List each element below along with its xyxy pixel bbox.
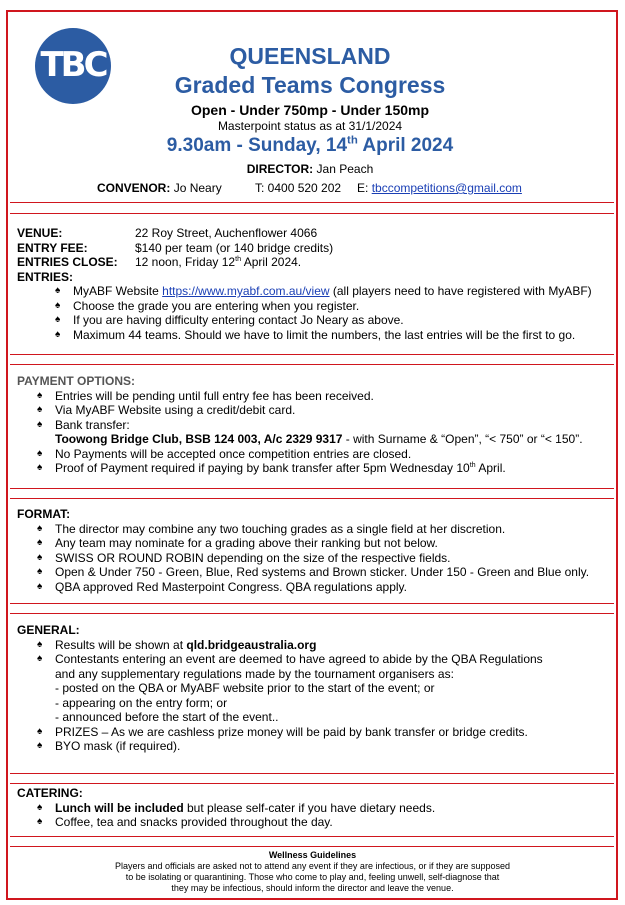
spade-bullet-icon: ♠ — [37, 638, 43, 650]
entries-close-label: ENTRIES CLOSE: — [17, 255, 118, 269]
list-item: ♠ QBA approved Red Masterpoint Congress. QBA regulations apply. — [37, 579, 407, 594]
list-item-continued: - posted on the QBA or MyABF website prior to the start of the event; or — [55, 681, 435, 695]
list-item: ♠ PRIZES – As we are cashless prize money will be paid by bank transfer or bridge credits. — [37, 724, 528, 739]
format-heading: FORMAT: — [17, 507, 71, 521]
divider — [10, 846, 614, 847]
spade-bullet-icon: ♠ — [37, 537, 43, 548]
list-item-continued: and any supplementary regulations made by the tournament organisers as: — [55, 666, 454, 681]
wellness-line: to be isolating or quarantining. Those who come to play and, feeling unwell, self-diagnose that — [125, 872, 500, 882]
venue-section — [17, 226, 612, 342]
title-line-2: Graded Teams Congress — [174, 72, 446, 98]
director-label: DIRECTOR: — [246, 162, 314, 176]
spade-bullet-icon: ♠ — [37, 566, 43, 577]
entry-fee-label: ENTRY FEE: — [17, 240, 88, 255]
divider — [10, 613, 614, 614]
spade-bullet-icon: ♠ — [37, 816, 43, 827]
list-item: ♠ If you are having difficulty entering contact Jo Neary as above. — [55, 313, 404, 327]
spade-bullet-icon: ♠ — [55, 314, 61, 325]
list-item: ♠ Entries will be pending until full entry fee has been received. — [37, 388, 374, 403]
wellness-line: Players and officials are asked not to attend any event if they are infectious, or if they are supposed — [114, 861, 511, 871]
list-item: ♠ Lunch will be included but please self-cater if you have dietary needs. — [37, 800, 436, 815]
payment-section — [17, 374, 612, 476]
divider — [10, 213, 614, 214]
masterpoint-status: Masterpoint status as at 31/1/2024 — [217, 119, 403, 133]
spade-bullet-icon: ♠ — [37, 725, 43, 737]
spade-bullet-icon: ♠ — [37, 580, 43, 592]
general-section — [17, 623, 612, 754]
spade-bullet-icon: ♠ — [37, 389, 43, 401]
list-item: ♠ The director may combine any two touching grades as a single field at her discretion. — [37, 521, 506, 536]
event-date: 9.30am - Sunday, 14th April 2024 — [166, 134, 454, 156]
convenor-line: CONVENOR: Jo Neary — [97, 181, 222, 195]
entry-fee-value: $140 per team (or 140 bridge credits) — [135, 240, 334, 255]
spade-bullet-icon: ♠ — [55, 285, 61, 296]
email-link[interactable]: tbccompetitions@gmail.com — [371, 181, 522, 195]
spade-bullet-icon: ♠ — [37, 551, 43, 563]
list-item-continued: - announced before the start of the event.. — [55, 710, 279, 724]
divider — [10, 783, 614, 784]
convenor-phone: T: 0400 520 202 — [255, 181, 342, 195]
spade-bullet-icon: ♠ — [37, 653, 43, 664]
wellness-title: Wellness Guidelines — [268, 850, 357, 860]
catering-section — [17, 786, 612, 830]
divider — [10, 354, 614, 355]
spade-bullet-icon: ♠ — [55, 299, 61, 311]
results-site: qld.bridgeaustralia.org — [186, 637, 317, 652]
venue-label: VENUE: — [17, 226, 63, 240]
title-line-1: QUEENSLAND — [229, 43, 391, 69]
list-item: ♠ SWISS OR ROUND ROBIN depending on the size of the respective fields. — [37, 550, 451, 565]
list-item: ♠ Any team may nominate for a grading above their ranking but not below. — [37, 536, 438, 550]
list-item: ♠ Via MyABF Website using a credit/debit card. — [37, 403, 296, 417]
wellness-line: they may be infectious, should inform the director and leave the venue. — [171, 883, 454, 893]
divider — [10, 498, 614, 499]
list-item: ♠ MyABF Website https://www.myabf.com.au/view (all players need to have registered with MyABF) — [55, 284, 592, 298]
list-item: ♠ Choose the grade you are entering when you register. — [55, 298, 360, 313]
divider — [10, 603, 614, 604]
logo-text: TBC — [40, 45, 106, 85]
list-item: ♠ Open & Under 750 - Green, Blue, Red systems and Brown sticker. Under 150 - Green and Blue only. — [37, 565, 590, 579]
spade-bullet-icon: ♠ — [37, 462, 43, 473]
payment-heading: PAYMENT OPTIONS: — [17, 374, 136, 388]
format-section — [17, 507, 612, 594]
list-item: ♠ No Payments will be accepted once competition entries are closed. — [37, 446, 412, 461]
list-item: ♠ Proof of Payment required if paying by bank transfer after 5pm Wednesday 10th April. — [37, 460, 506, 475]
spade-bullet-icon: ♠ — [37, 404, 43, 415]
grades-line: Open - Under 750mp - Under 150mp — [190, 102, 430, 118]
spade-bullet-icon: ♠ — [37, 522, 43, 534]
spade-bullet-icon: ♠ — [37, 447, 43, 459]
divider — [10, 488, 614, 489]
wellness-guidelines — [20, 850, 605, 894]
list-item: ♠ Results will be shown at qld.bridgeaustralia.org — [37, 637, 317, 652]
entries-label: ENTRIES: — [17, 269, 74, 284]
spade-bullet-icon: ♠ — [55, 328, 61, 340]
divider — [10, 364, 614, 365]
spade-bullet-icon: ♠ — [37, 740, 43, 751]
director-name: Jan Peach — [316, 162, 374, 176]
general-heading: GENERAL: — [17, 623, 80, 637]
list-item: ♠ BYO mask (if required). — [37, 739, 181, 753]
divider — [10, 202, 614, 203]
list-item: ♠ Maximum 44 teams. Should we have to limit the numbers, the last entries will be the first to go. — [55, 327, 576, 342]
myabf-link[interactable]: https://www.myabf.com.au/view — [162, 284, 330, 298]
convenor-email: E: tbccompetitions@gmail.com — [357, 181, 522, 195]
spade-bullet-icon: ♠ — [37, 801, 43, 813]
entries-close-value: 12 noon, Friday 12th April 2024. — [135, 254, 302, 269]
bank-details: Toowong Bridge Club, BSB 124 003, A/c 2329 9317 - with Surname & “Open”, “< 750” or “< 150”. — [55, 432, 583, 446]
list-item: ♠ Contestants entering an event are deemed to have agreed to abide by the QBA Regulations — [37, 652, 543, 666]
venue-value: 22 Roy Street, Auchenflower 4066 — [135, 226, 318, 240]
list-item: ♠ Bank transfer: — [37, 417, 130, 432]
catering-heading: CATERING: — [17, 786, 83, 800]
divider — [10, 773, 614, 774]
list-item-continued: - appearing on the entry form; or — [55, 695, 228, 710]
divider — [10, 836, 614, 837]
list-item: ♠ Coffee, tea and snacks provided throughout the day. — [37, 815, 333, 829]
director-line — [120, 162, 500, 176]
tbc-logo — [35, 28, 111, 104]
spade-bullet-icon: ♠ — [37, 418, 43, 430]
